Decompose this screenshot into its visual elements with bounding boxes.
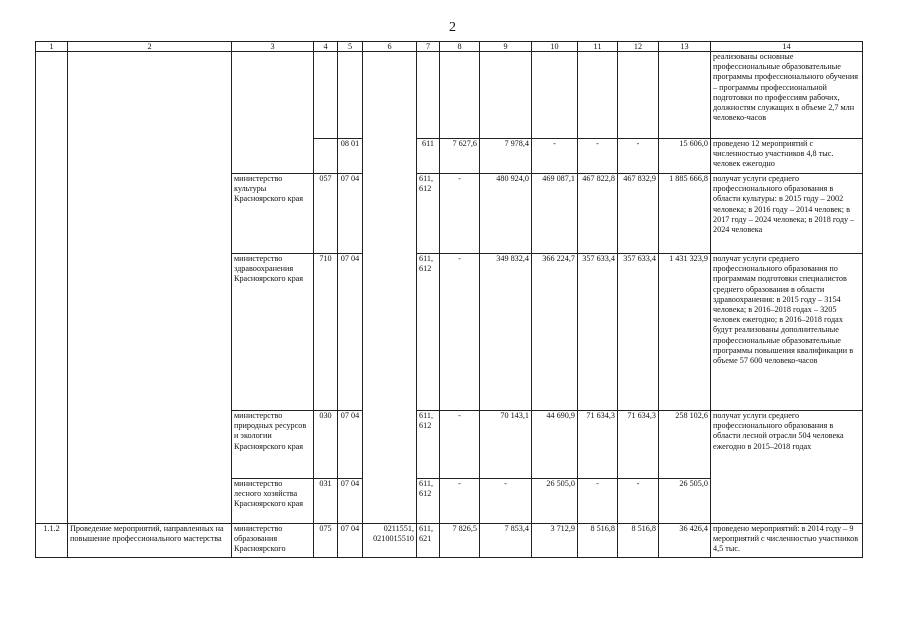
ministry-code: 031	[314, 479, 338, 524]
col-header: 1	[36, 42, 68, 52]
result-cell: проведено 12 мероприятий с численностью участников 4,8 тыс. человек ежегодно	[711, 139, 863, 174]
table-cell	[659, 52, 711, 139]
amount-2016: -	[532, 139, 578, 174]
table-cell	[618, 52, 659, 139]
col-header: 12	[618, 42, 659, 52]
col-header: 8	[440, 42, 480, 52]
amount-2014: 7 826,5	[440, 524, 480, 558]
activity-name: Проведение мероприятий, направленных на повышение профессионального мастерства	[68, 524, 232, 558]
section-code: 07 04	[338, 479, 363, 524]
table-cell	[314, 139, 338, 174]
ministry-name: министерство лесного хозяйства Красноярского края	[232, 479, 314, 524]
ministry-code: 075	[314, 524, 338, 558]
table-cell	[36, 52, 68, 524]
ministry-name: министерство здравоохранения Красноярского края	[232, 254, 314, 411]
col-header: 4	[314, 42, 338, 52]
amount-2014: 7 627,6	[440, 139, 480, 174]
col-header: 13	[659, 42, 711, 52]
ministry-code: 057	[314, 174, 338, 254]
amount-2018: 467 832,9	[618, 174, 659, 254]
col-header: 3	[232, 42, 314, 52]
ministry-code: 030	[314, 411, 338, 479]
amount-2015: 7 853,4	[480, 524, 532, 558]
table-cell	[480, 52, 532, 139]
amount-2017: 467 822,8	[578, 174, 618, 254]
table-row	[36, 524, 863, 558]
result-cell: получат услуги среднего профессионального образования в области лесной отрасли 504 человека ежегодно в 2015–2018 годах	[711, 411, 863, 524]
result-cell: получат услуги среднего профессионального образования в области культуры: в 2015 году – 2002 человека; в 2016 году – 2014 человек; в 2017 году – 2024 человека; в 2018 году – 2024 человека	[711, 174, 863, 254]
table-cell	[417, 52, 440, 139]
table-cell	[532, 52, 578, 139]
expense-type: 611, 612	[417, 479, 440, 524]
amount-total: 1 885 666,8	[659, 174, 711, 254]
amount-2017: 71 634,3	[578, 411, 618, 479]
col-header: 5	[338, 42, 363, 52]
amount-2015: 70 143,1	[480, 411, 532, 479]
amount-2016: 44 690,9	[532, 411, 578, 479]
amount-2016: 3 712,9	[532, 524, 578, 558]
amount-total: 26 505,0	[659, 479, 711, 524]
col-header: 14	[711, 42, 863, 52]
amount-2018: -	[618, 479, 659, 524]
amount-2016: 469 087,1	[532, 174, 578, 254]
amount-total: 36 426,4	[659, 524, 711, 558]
expense-type: 611	[417, 139, 440, 174]
ministry-name: министерство культуры Красноярского края	[232, 174, 314, 254]
amount-2014: -	[440, 479, 480, 524]
amount-2015: 480 924,0	[480, 174, 532, 254]
ministry-code: 710	[314, 254, 338, 411]
item-number: 1.1.2	[36, 524, 68, 558]
expense-type: 611, 621	[417, 524, 440, 558]
amount-2014: -	[440, 254, 480, 411]
amount-2015: 7 978,4	[480, 139, 532, 174]
amount-2016: 366 224,7	[532, 254, 578, 411]
header-row	[36, 42, 863, 52]
amount-total: 1 431 323,9	[659, 254, 711, 411]
table-cell	[440, 52, 480, 139]
amount-2018: 357 633,4	[618, 254, 659, 411]
result-cell: проведено мероприятий: в 2014 году – 9 мероприятий с численностью участников 4,5 тыс.	[711, 524, 863, 558]
amount-total: 15 606,0	[659, 139, 711, 174]
col-header: 6	[363, 42, 417, 52]
amount-2018: 8 516,8	[618, 524, 659, 558]
page-number: 2	[449, 20, 456, 35]
amount-2017: -	[578, 139, 618, 174]
table-cell	[314, 52, 338, 139]
result-cell: реализованы основные профессиональные образовательные программы профессионального обучения – программы профессиональной подготовки по профессиям рабочих, должностям служащих в объеме 2,7 млн человеко-часов	[711, 52, 863, 139]
table-row	[36, 52, 863, 139]
amount-2014: -	[440, 174, 480, 254]
section-code: 07 04	[338, 411, 363, 479]
col-header: 7	[417, 42, 440, 52]
section-code: 07 04	[338, 254, 363, 411]
amount-2017: 357 633,4	[578, 254, 618, 411]
amount-2015: 349 832,4	[480, 254, 532, 411]
expense-type: 611, 612	[417, 411, 440, 479]
expense-type: 611, 612	[417, 254, 440, 411]
col-header: 11	[578, 42, 618, 52]
table-cell	[68, 52, 232, 524]
table-cell	[363, 52, 417, 524]
amount-2016: 26 505,0	[532, 479, 578, 524]
table-cell	[578, 52, 618, 139]
amount-2017: -	[578, 479, 618, 524]
section-code: 07 04	[338, 174, 363, 254]
amount-2015: -	[480, 479, 532, 524]
section-code: 08 01	[338, 139, 363, 174]
section-code: 07 04	[338, 524, 363, 558]
col-header: 9	[480, 42, 532, 52]
amount-total: 258 102,6	[659, 411, 711, 479]
result-cell: получат услуги среднего профессионального образования по программам подготовки специалистов среднего образования в области здравоохранения: в 2015 году – 3154 человека; в 2016–2018 годах – 3205 человек ежегодно; в 2016–2018 годах будут реализованы дополнительные профессиональные образовательные программы повышения квалификации в объеме 57 600 человеко-часов	[711, 254, 863, 411]
amount-2017: 8 516,8	[578, 524, 618, 558]
table-cell	[232, 52, 314, 174]
ministry-name: министерство природных ресурсов и экологии Красноярского края	[232, 411, 314, 479]
amount-2018: -	[618, 139, 659, 174]
target-code: 0211551, 0210015510	[363, 524, 417, 558]
ministry-name: министерство образования Красноярского	[232, 524, 314, 558]
col-header: 10	[532, 42, 578, 52]
col-header: 2	[68, 42, 232, 52]
table-cell	[338, 52, 363, 139]
amount-2014: -	[440, 411, 480, 479]
amount-2018: 71 634,3	[618, 411, 659, 479]
program-table	[35, 41, 863, 558]
expense-type: 611, 612	[417, 174, 440, 254]
